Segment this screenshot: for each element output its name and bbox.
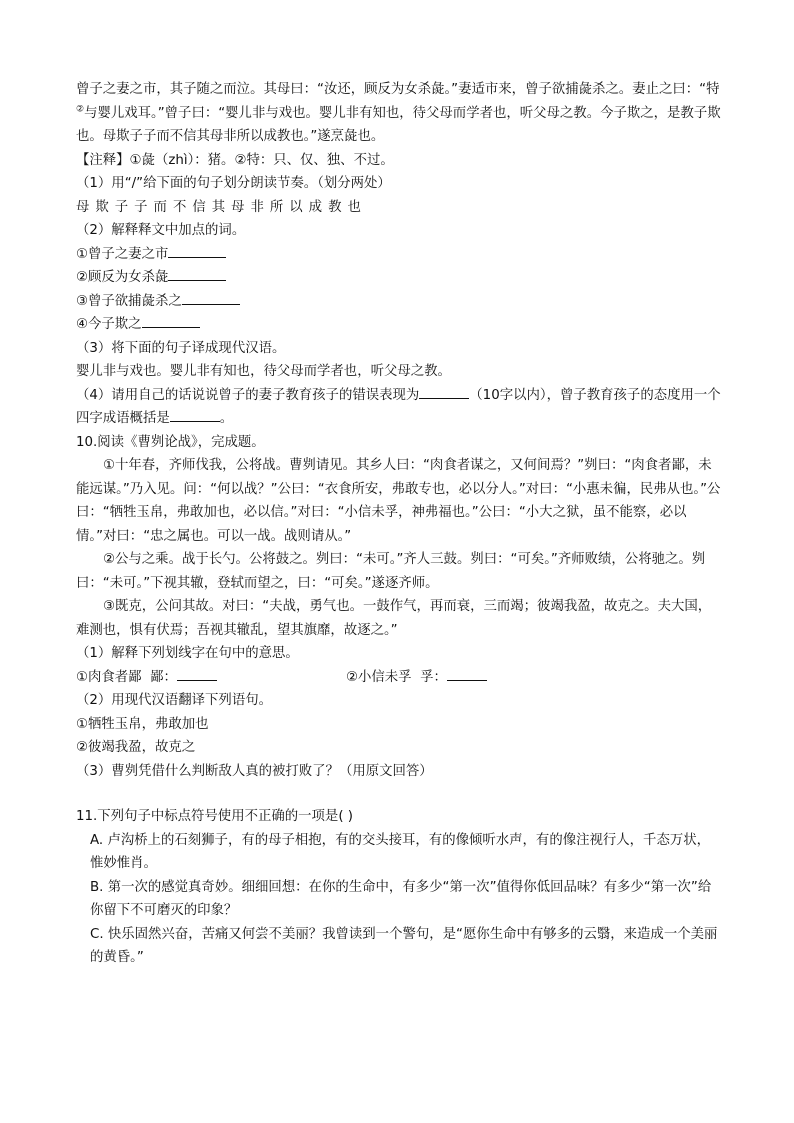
- q4-prompt: （4）请用自己的话说说曾子的妻子教育孩子的错误表现为 （10字以内），曾子教育孩子的态度用一个四字成语概括是 。: [76, 384, 722, 431]
- zengzi-passage: [76, 78, 722, 149]
- worksheet-page: [76, 78, 722, 970]
- q1-prompt: （1）用“/”给下面的句子划分朗读节奏。（划分两处）: [76, 176, 391, 191]
- q11-title: 11.下列句子中标点符号使用不正确的一项是( ): [76, 809, 354, 824]
- answer-blank[interactable]: [168, 243, 226, 258]
- answer-blank[interactable]: [177, 666, 217, 681]
- q10-title: 10.阅读《曹刿论战》，完成题。: [76, 434, 265, 450]
- q10-sub1-items: [76, 666, 722, 690]
- passage-line: 曾子之妻之市，其子随之而泣。其母曰：“汝还，顾反为女杀彘。”妻适市来，曾子欲捕彘杀之。妻止之曰：: [76, 82, 700, 97]
- q2-item: ①曾子之妻之市: [76, 243, 722, 267]
- q10-sub1-prompt: （1）解释下列划线字在句中的意思。: [76, 646, 299, 661]
- q10-sub1-item-b: ②小信未孚 孚：: [346, 666, 487, 690]
- passage-line: “特: [699, 82, 720, 97]
- answer-blank[interactable]: [170, 407, 220, 422]
- q10-sub3-prompt: （3）曹刿凭借什么判断敌人真的被打败了？（用原文回答）: [76, 763, 433, 779]
- footnote-marker: ②: [76, 104, 85, 115]
- answer-blank[interactable]: [168, 266, 226, 281]
- passage-line: 与婴儿戏耳。”曾子曰：“婴儿非与戏也。婴儿非有知也，待父母而学者也，听父母之教。今子欺之，: [84, 105, 668, 121]
- q10-sub2-item: ①牺牲玉帛，弗敢加也: [76, 716, 209, 732]
- answer-blank[interactable]: [447, 666, 487, 681]
- q11-option-a[interactable]: A. 卢沟桥上的石刻狮子，有的母子相抱，有的交头接耳，有的像倾听水声，有的像注视行人，千态万状，惟妙惟肖。: [90, 832, 711, 871]
- q10-sub2-item: ②彼竭我盈，故克之: [76, 740, 196, 755]
- annotation-note: 【注释】①彘（zhì）：猪。②特：只、仅、独、不过。: [76, 152, 394, 168]
- answer-blank[interactable]: [182, 290, 240, 305]
- q2-item: ④今子欺之: [76, 313, 722, 337]
- q11-option-b[interactable]: B. 第一次的感觉真奇妙。细细回想：在你的生命中，有多少“第一次”值得你低回品味？有多少“第一次”给你留下不可磨灭的印象？: [90, 879, 712, 918]
- answer-blank[interactable]: [142, 313, 200, 328]
- answer-blank[interactable]: [419, 384, 469, 399]
- q3-sentence: 婴儿非与戏也。婴儿非有知也，待父母而学者也，听父母之教。: [76, 364, 451, 379]
- q10-sub1-item-a: ①肉食者鄙 鄙：: [76, 666, 346, 690]
- q11-option-c[interactable]: C. 快乐固然兴奋，苦痛又何尝不美丽？我曾读到一个警句，是“愿你生命中有够多的云翳，来造成一个美丽的黄昏。”: [90, 926, 718, 965]
- spacer: [76, 783, 722, 805]
- q2-item: ③曾子欲捕彘杀之: [76, 290, 722, 314]
- q3-prompt: （3）将下面的句子译成现代汉语。: [76, 340, 286, 356]
- q10-paragraph-2: ②公与之乘。战于长勺。公将鼓之。刿曰：“未可。”齐人三鼓。刿曰：“可矣。”齐师败绩，公将驰之。刿曰：“未可。”下视其辙，登轼而望之，曰：“可矣。”遂逐齐师。: [76, 552, 706, 591]
- q10-paragraph-3: ③既克，公问其故。对曰：“夫战，勇气也。一鼓作气，再而衰，三而竭；彼竭我盈，故克之。夫大国，难测也，惧有伏焉；吾视其辙乱，望其旗靡，故逐之。”: [76, 599, 712, 638]
- q2-prompt: （2）解释释文中加点的词。: [76, 223, 246, 238]
- q10-sub2-prompt: （2）用现代汉语翻译下列语句。: [76, 693, 272, 708]
- passage-line: 是教子欺也。母欺子子而不信其母非所以成教也。”遂烹彘也。: [76, 105, 721, 144]
- q10-paragraph-1: ①十年春，齐师伐我，公将战。曹刿请见。其乡人曰：“肉食者谋之，又何间焉？”刿曰：“肉食者鄙，未能远谋。”乃入见。问：“何以战？”公曰：“衣食所安，弗敢专也，必以分人。”对曰：“小惠未徧，民弗从也。”公曰：“牺牲玉帛，弗敢加也，必以信。”对曰：“小信未孚，神弗福也。”公曰：“小大之狱，虽不能察，必以情。”对曰：“忠之属也。可以一战。战则请从。”: [76, 458, 721, 544]
- q2-item: ②顾反为女杀彘: [76, 266, 722, 290]
- q1-sentence: 母欺子子而不信其母非所以成教也: [76, 199, 367, 215]
